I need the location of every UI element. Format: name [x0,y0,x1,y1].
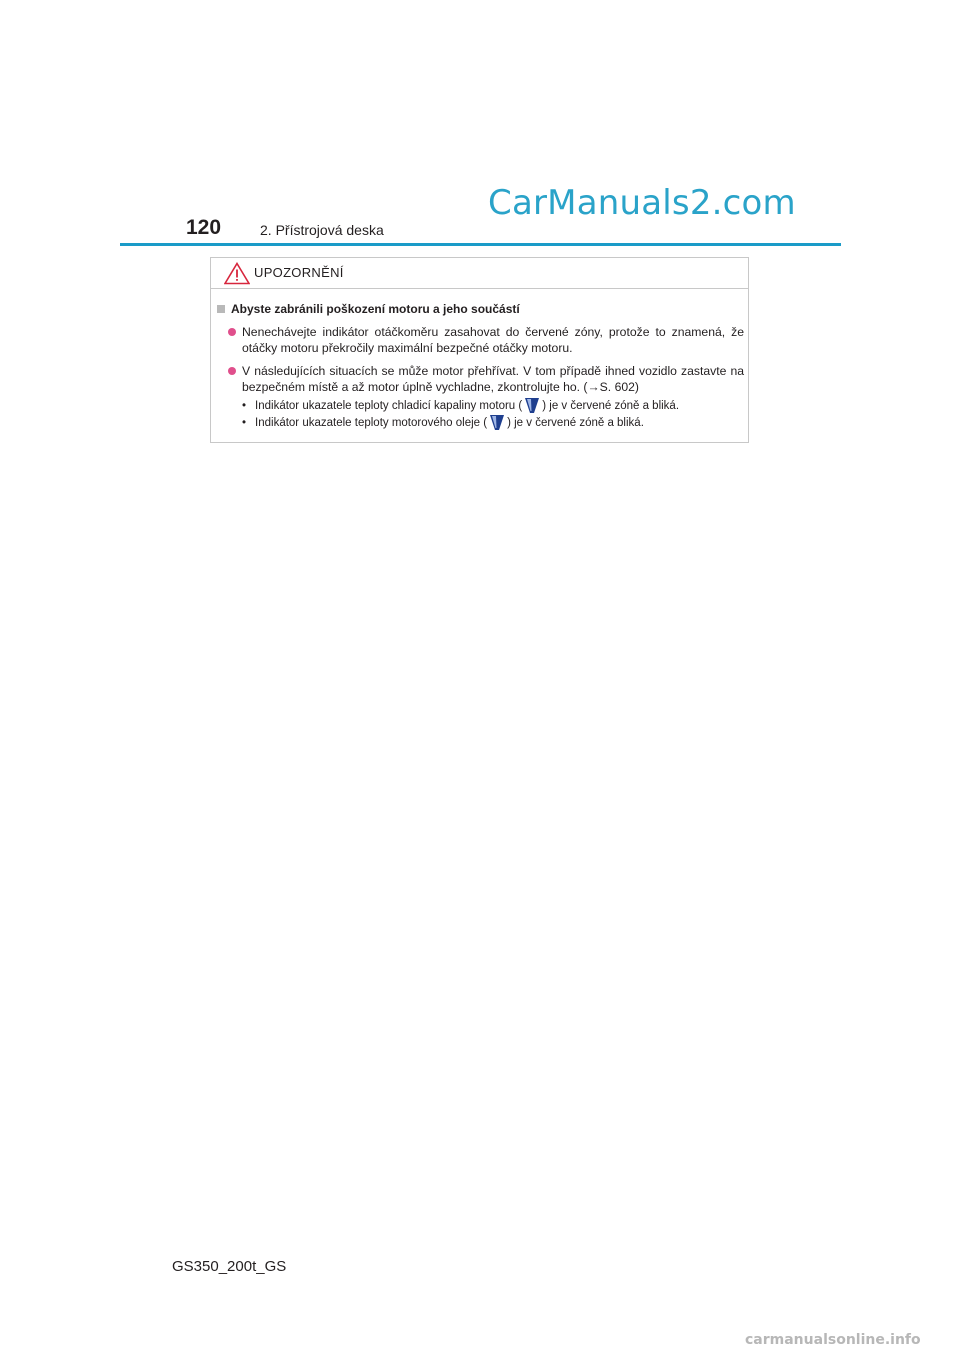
page-number: 120 [186,216,222,239]
subitem-coolant-temp [242,397,679,414]
warning-subheading [217,302,520,316]
subitem-text-after: ) je v červené zóně a bliká. [507,416,644,429]
subitem-text-after: ) je v červené zóně a bliká. [542,399,680,412]
subheading-text: Abyste zabránili poškození motoru a jeho součástí [231,302,520,316]
warning-item-tachometer [228,324,744,356]
section-title: 2. Přístrojová deska [260,222,384,238]
warning-box [210,257,749,443]
warning-header [211,258,748,289]
circle-bullet-icon [228,367,236,375]
bullet-dot: • [242,416,247,429]
subitem-oil-temp [242,414,644,431]
bullet-dot: • [242,399,247,412]
header-divider [120,243,841,246]
oil-temp-gauge-icon [488,414,506,431]
square-bullet-icon [217,305,225,313]
warning-item-overheat [228,363,744,395]
carmanuals2-watermark: CarManuals2.com [488,183,796,223]
item-text: Nenechávejte indikátor otáčkoměru zasahovat do červené zóny, protože to znamená, že otáčky motoru překročily maximální bezpečné otáčky motoru. [242,325,744,355]
coolant-gauge-icon [523,397,541,414]
carmanualsonline-watermark: carmanualsonline.info [745,1332,921,1348]
warning-triangle-icon [224,262,250,285]
model-code: GS350_200t_GS [172,1258,287,1275]
item-text: V následujících situacích se může motor přehřívat. V tom případě ihned vozidlo zastavte na bezpečném místě a až motor úplně vychladne, zkontrolujte ho. (→S. 602) [242,364,744,394]
subitem-text-before: Indikátor ukazatele teploty motorového oleje ( [255,416,488,429]
warning-title: UPOZORNĚNÍ [254,265,344,280]
subitem-text-before: Indikátor ukazatele teploty chladicí kapaliny motoru ( [255,399,523,412]
circle-bullet-icon [228,328,236,336]
